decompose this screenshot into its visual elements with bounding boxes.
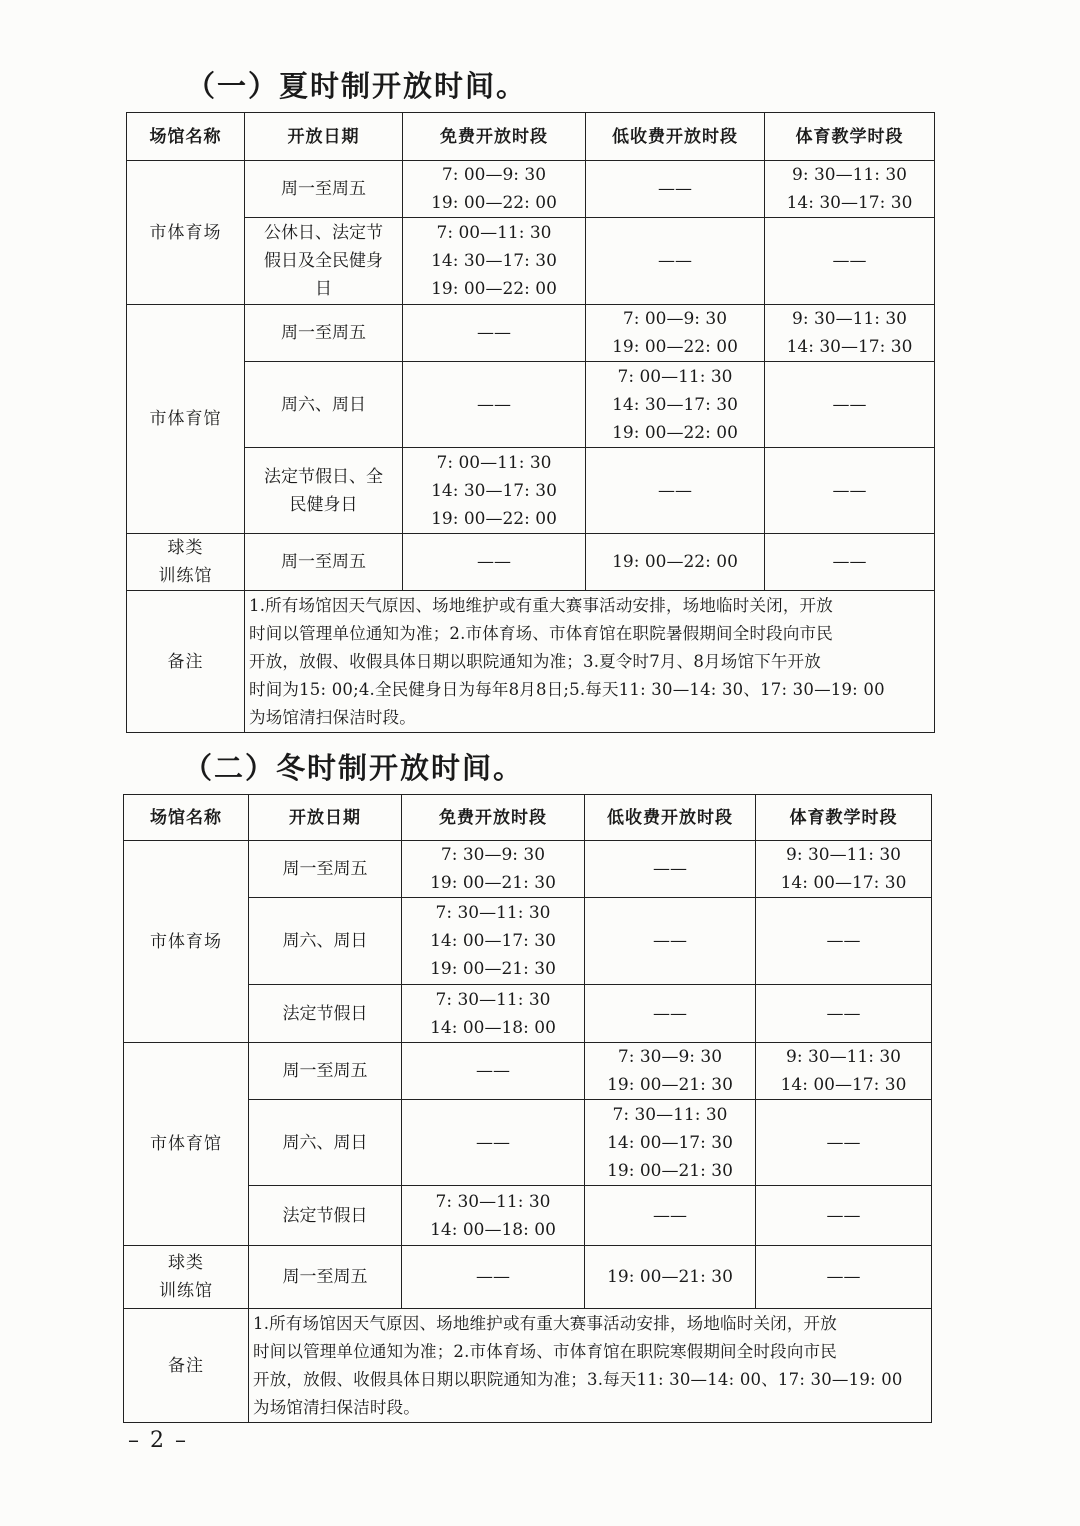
teaching-cell	[765, 161, 935, 218]
cell-line: ——	[826, 1132, 861, 1153]
free-cell: ——	[402, 1246, 585, 1309]
free-cell	[403, 218, 586, 305]
cell-line: 19: 00—21: 30	[430, 959, 556, 979]
date-cell	[245, 448, 403, 534]
cell-line: ——	[832, 394, 867, 415]
cell-line: 14: 00—17: 30	[430, 931, 556, 951]
teaching-cell	[765, 448, 935, 534]
free-cell	[402, 985, 585, 1043]
table-row	[124, 841, 932, 898]
cell-line: 民健身日	[289, 494, 358, 515]
note-line: 时间以管理单位通知为准；2.市体育场、市体育馆在职院暑假期间全时段向市民	[249, 623, 833, 643]
cell-line: 9: 30—11: 30	[786, 1047, 901, 1067]
venue-gym: 市体育馆	[127, 305, 245, 534]
cell-line: 19: 00—22: 00	[612, 337, 738, 357]
cell-line: 14: 30—17: 30	[786, 337, 913, 357]
cell-line: 19: 00—21: 30	[430, 873, 556, 893]
venue-ball-hall	[127, 534, 245, 591]
teaching-cell	[756, 1100, 932, 1186]
note-line: 为场馆清扫保洁时段。	[249, 707, 416, 727]
low-fee-cell: 19: 00—21: 30	[585, 1246, 756, 1309]
low-fee-cell	[586, 362, 765, 448]
header-free: 免费开放时段	[403, 113, 586, 161]
table-header-row	[127, 113, 935, 161]
cell-line: 球类	[167, 538, 204, 558]
table-row	[127, 362, 935, 448]
free-cell	[402, 1186, 585, 1246]
cell-line: 日	[315, 279, 332, 299]
date-cell: 周一至周五	[245, 534, 403, 591]
date-cell	[249, 841, 402, 898]
cell-line: 14: 30—17: 30	[431, 480, 557, 501]
note-line: 开放，放假、收假具体日期以职院通知为准；3.每天11: 30—14: 00、17: 30—19: 00	[253, 1369, 903, 1389]
cell-line: 14: 00—18: 00	[430, 1219, 556, 1240]
cell-line: 7: 30—9: 30	[440, 845, 546, 865]
summer-schedule-table	[126, 112, 935, 733]
low-fee-cell	[585, 1043, 756, 1100]
free-cell	[402, 1100, 585, 1186]
cell-line: 9: 30—11: 30	[792, 309, 907, 329]
venue-stadium: 市体育场	[127, 161, 245, 305]
header-venue: 场馆名称	[124, 795, 249, 841]
header-free: 免费开放时段	[402, 795, 585, 841]
cell-line: 假日及全民健身	[264, 251, 383, 271]
cell-line: ——	[653, 1003, 687, 1024]
cell-line: 法定节假日	[282, 1205, 368, 1226]
venue-stadium: 市体育场	[124, 841, 249, 1043]
cell-line: ——	[826, 1003, 861, 1024]
date-cell	[245, 305, 403, 362]
cell-line: ——	[476, 1132, 510, 1153]
cell-line: 周一至周五	[281, 323, 366, 343]
cell-line: ——	[653, 859, 687, 879]
date-cell	[249, 1186, 402, 1246]
header-teaching: 体育教学时段	[756, 795, 932, 841]
cell-line: 周一至周五	[282, 1061, 368, 1081]
table-row	[127, 305, 935, 362]
note-label: 备注	[127, 591, 245, 733]
header-low-fee: 低收费开放时段	[586, 113, 765, 161]
teaching-cell	[756, 898, 932, 985]
cell-line: 球类	[168, 1253, 204, 1273]
winter-schedule-table	[123, 794, 932, 1423]
note-label: 备注	[124, 1309, 249, 1423]
note-line: 为场馆清扫保洁时段。	[253, 1397, 420, 1417]
low-fee-cell	[586, 305, 765, 362]
cell-line: 法定节假日、全	[264, 466, 383, 487]
cell-line: 7: 00—9: 30	[622, 309, 728, 329]
winter-heading: （二）冬时制开放时间。	[183, 751, 525, 785]
header-venue: 场馆名称	[127, 113, 245, 161]
table-row	[127, 448, 935, 534]
note-line: 1.所有场馆因天气原因、场地维护或有重大赛事活动安排，场地临时关闭，开放	[249, 595, 833, 615]
header-low-fee: 低收费开放时段	[585, 795, 756, 841]
cell-line: ——	[476, 1061, 510, 1081]
cell-line: 19: 00—22: 00	[431, 279, 557, 299]
venue-gym: 市体育馆	[124, 1043, 249, 1246]
teaching-cell	[765, 305, 935, 362]
cell-line: 周一至周五	[282, 859, 368, 879]
cell-line: 法定节假日	[282, 1003, 368, 1024]
teaching-cell	[765, 218, 935, 305]
teaching-cell	[756, 985, 932, 1043]
date-cell	[249, 898, 402, 985]
table-row	[127, 161, 935, 218]
cell-line: ——	[832, 480, 867, 501]
cell-line: ——	[477, 394, 511, 415]
note-line: 1.所有场馆因天气原因、场地维护或有重大赛事活动安排，场地临时关闭，开放	[253, 1313, 837, 1333]
cell-line: ——	[653, 1205, 687, 1226]
header-teaching: 体育教学时段	[765, 113, 935, 161]
cell-line: 7: 30—11: 30	[435, 989, 551, 1010]
low-fee-cell	[585, 1186, 756, 1246]
teaching-cell	[756, 1186, 932, 1246]
note-line: 时间为15: 00;4.全民健身日为每年8月8日;5.每天11: 30—14: 30、17: 30—19: 00	[249, 679, 885, 699]
note-row	[127, 591, 935, 733]
low-fee-cell	[585, 985, 756, 1043]
table-row	[127, 534, 935, 591]
venue-ball-hall	[124, 1246, 249, 1309]
cell-line: ——	[658, 179, 692, 199]
cell-line: 周六、周日	[281, 394, 366, 415]
cell-line: ——	[826, 931, 861, 951]
free-cell	[402, 898, 585, 985]
cell-line: 9: 30—11: 30	[786, 845, 901, 865]
cell-line: ——	[658, 480, 692, 501]
cell-line: 19: 00—22: 00	[431, 193, 557, 213]
free-cell	[403, 448, 586, 534]
date-cell	[245, 218, 403, 305]
low-fee-cell	[586, 161, 765, 218]
header-date: 开放日期	[245, 113, 403, 161]
cell-line: ——	[653, 931, 687, 951]
cell-line: 9: 30—11: 30	[792, 165, 907, 185]
table-row	[124, 1246, 932, 1309]
free-cell	[403, 362, 586, 448]
note-text	[245, 591, 935, 733]
date-cell	[245, 362, 403, 448]
cell-line: ——	[826, 1205, 861, 1226]
free-cell	[403, 161, 586, 218]
cell-line: 7: 00—11: 30	[617, 366, 733, 387]
note-line: 时间以管理单位通知为准；2.市体育场、市体育馆在职院寒假期间全时段向市民	[253, 1341, 837, 1361]
header-date: 开放日期	[249, 795, 402, 841]
cell-line: 19: 00—22: 00	[431, 508, 557, 529]
note-row	[124, 1309, 932, 1423]
cell-line: 7: 00—11: 30	[436, 223, 552, 243]
cell-line: 公休日、法定节	[264, 223, 383, 243]
date-cell	[249, 985, 402, 1043]
low-fee-cell	[586, 448, 765, 534]
date-cell	[249, 1043, 402, 1100]
cell-line: 14: 00—17: 30	[780, 873, 907, 893]
cell-line: 19: 00—21: 30	[607, 1075, 733, 1095]
cell-line: 周一至周五	[281, 179, 366, 199]
cell-line: 训练馆	[158, 566, 213, 586]
cell-line: ——	[658, 251, 692, 271]
teaching-cell: ——	[765, 534, 935, 591]
cell-line: 14: 30—17: 30	[612, 394, 738, 415]
cell-line: 19: 00—21: 30	[607, 1160, 733, 1181]
date-cell	[245, 161, 403, 218]
summer-heading: （一）夏时制开放时间。	[186, 69, 528, 103]
cell-line: 14: 30—17: 30	[786, 193, 913, 213]
date-cell	[249, 1100, 402, 1186]
cell-line: 7: 00—9: 30	[441, 165, 547, 185]
free-cell: ——	[403, 534, 586, 591]
teaching-cell: ——	[756, 1246, 932, 1309]
free-cell	[402, 841, 585, 898]
cell-line: 7: 00—11: 30	[436, 452, 552, 473]
cell-line: 14: 30—17: 30	[431, 251, 557, 271]
teaching-cell	[756, 841, 932, 898]
cell-line: 7: 30—9: 30	[617, 1047, 723, 1067]
table-row	[127, 218, 935, 305]
cell-line: ——	[832, 251, 867, 271]
cell-line: 7: 30—11: 30	[612, 1104, 728, 1125]
note-text	[249, 1309, 932, 1423]
low-fee-cell	[586, 218, 765, 305]
cell-line: 14: 00—17: 30	[780, 1075, 907, 1095]
cell-line: 7: 30—11: 30	[435, 1191, 551, 1212]
cell-line: 14: 00—17: 30	[607, 1132, 733, 1153]
cell-line: 训练馆	[159, 1281, 213, 1301]
free-cell	[403, 305, 586, 362]
date-cell: 周一至周五	[249, 1246, 402, 1309]
table-header-row	[124, 795, 932, 841]
cell-line: ——	[477, 323, 511, 343]
teaching-cell	[756, 1043, 932, 1100]
table-row	[124, 1043, 932, 1100]
cell-line: 7: 30—11: 30	[435, 903, 551, 923]
cell-line: 周六、周日	[282, 1132, 368, 1153]
low-fee-cell	[585, 1100, 756, 1186]
note-line: 开放，放假、收假具体日期以职院通知为准；3.夏令时7月、8月场馆下午开放	[249, 651, 821, 671]
cell-line: 14: 00—18: 00	[430, 1017, 556, 1038]
low-fee-cell: 19: 00—22: 00	[586, 534, 765, 591]
low-fee-cell	[585, 841, 756, 898]
page-number: – 2 –	[128, 1428, 188, 1453]
cell-line: 周六、周日	[282, 931, 368, 951]
low-fee-cell	[585, 898, 756, 985]
teaching-cell	[765, 362, 935, 448]
cell-line: 19: 00—22: 00	[612, 422, 738, 443]
free-cell	[402, 1043, 585, 1100]
